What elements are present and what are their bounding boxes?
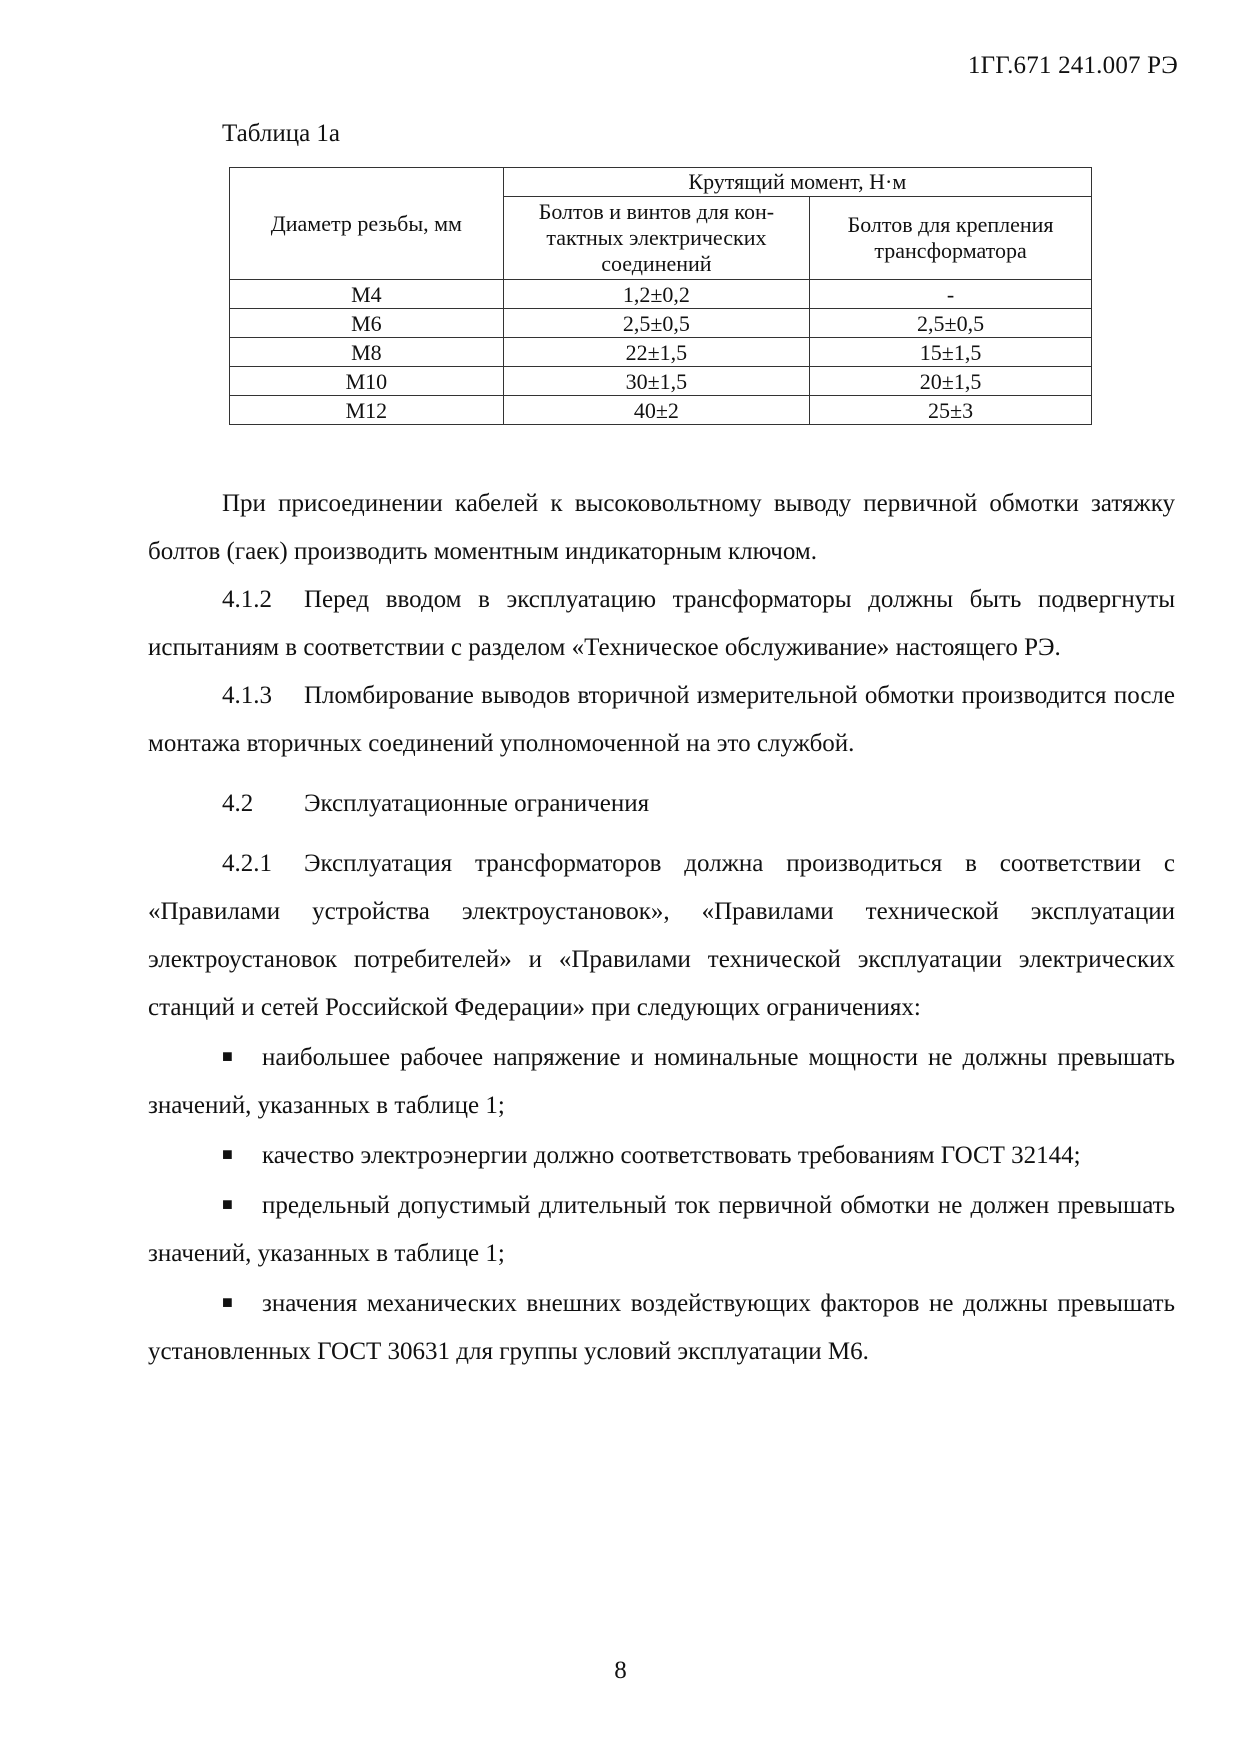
cell-transformer: 20±1,5 xyxy=(810,367,1092,396)
cell-thread: М8 xyxy=(230,338,504,367)
bullet-square-icon: ■ xyxy=(222,1292,233,1312)
body-text xyxy=(148,480,1175,1376)
cell-contacts: 1,2±0,2 xyxy=(503,280,809,309)
table-row xyxy=(230,309,1092,338)
section-text: Пломбирование выводов вторичной измерительной обмотки производится после монтажа вторичных соединений уполномоченной на это службой. xyxy=(148,682,1175,757)
bullet-square-icon: ■ xyxy=(222,1046,233,1066)
header-thread-diameter: Диаметр резьбы, мм xyxy=(230,168,504,280)
header-transformer-bolts: Болтов для крепления трансформатора xyxy=(810,197,1092,280)
paragraph-cables: При присоединении кабелей к высоковольтному выводу первичной обмотки затяжку болтов (гаек) производить моментным индикаторным ключом. xyxy=(148,490,1175,565)
cell-thread: М4 xyxy=(230,280,504,309)
cell-contacts: 40±2 xyxy=(503,396,809,425)
cell-contacts: 22±1,5 xyxy=(503,338,809,367)
cell-transformer: 25±3 xyxy=(810,396,1092,425)
cell-thread: М10 xyxy=(230,367,504,396)
cell-contacts: 2,5±0,5 xyxy=(503,309,809,338)
torque-table xyxy=(229,167,1092,425)
section-title: Эксплуатационные ограничения xyxy=(304,790,650,817)
section-text: Перед вводом в эксплуатацию трансформаторы должны быть подвергнуты испытаниям в соответствии с разделом «Техническое обслуживание» настоящего РЭ. xyxy=(148,586,1175,661)
page-number: 8 xyxy=(614,1657,627,1684)
list-item xyxy=(148,1278,1175,1376)
cell-transformer: 15±1,5 xyxy=(810,338,1092,367)
cell-transformer: 2,5±0,5 xyxy=(810,309,1092,338)
section-number: 4.1.2 xyxy=(222,586,272,613)
bullet-square-icon: ■ xyxy=(222,1194,233,1214)
table-row xyxy=(230,396,1092,425)
header-contact-bolts: Болтов и винтов для кон-тактных электрических соединений xyxy=(503,197,809,280)
section-4-2-1 xyxy=(148,840,1175,1032)
cell-transformer: - xyxy=(810,280,1092,309)
table-row xyxy=(230,367,1092,396)
table-row xyxy=(230,338,1092,367)
section-number: 4.2.1 xyxy=(222,850,272,877)
cell-thread: М6 xyxy=(230,309,504,338)
section-text: Эксплуатация трансформаторов должна производиться в соответствии с «Правилами устройства электроустановок», «Правилами технической эксплуатации электроустановок потребителей» и «Правилами технической эксплуатации электрических станций и сетей Российской Федерации» при следующих ограничениях: xyxy=(148,850,1175,1021)
cell-thread: М12 xyxy=(230,396,504,425)
list-item-text: значения механических внешних воздействующих факторов не должны превышать установленных ГОСТ 30631 для группы условий эксплуатации М6. xyxy=(148,1290,1175,1365)
list-item-text: качество электроэнергии должно соответствовать требованиям ГОСТ 32144; xyxy=(262,1142,1081,1169)
bullet-square-icon: ■ xyxy=(222,1144,233,1164)
list-item-text: предельный допустимый длительный ток первичной обмотки не должен превышать значений, указанных в таблице 1; xyxy=(148,1192,1175,1267)
cell-contacts: 30±1,5 xyxy=(503,367,809,396)
header-torque: Крутящий момент, Н·м xyxy=(503,168,1091,197)
section-4-1-2 xyxy=(148,576,1175,672)
section-number: 4.2 xyxy=(222,790,254,817)
section-4-2-heading xyxy=(148,780,1175,828)
list-item xyxy=(148,1130,1175,1180)
list-item xyxy=(148,1180,1175,1278)
document-code: 1ГГ.671 241.007 РЭ xyxy=(967,52,1178,79)
list-item xyxy=(148,1032,1175,1130)
list-item-text: наибольшее рабочее напряжение и номинальные мощности не должны превышать значений, указанных в таблице 1; xyxy=(148,1044,1175,1119)
table-caption: Таблица 1а xyxy=(222,120,341,147)
section-4-1-3 xyxy=(148,672,1175,768)
table-row xyxy=(230,280,1092,309)
section-number: 4.1.3 xyxy=(222,682,272,709)
